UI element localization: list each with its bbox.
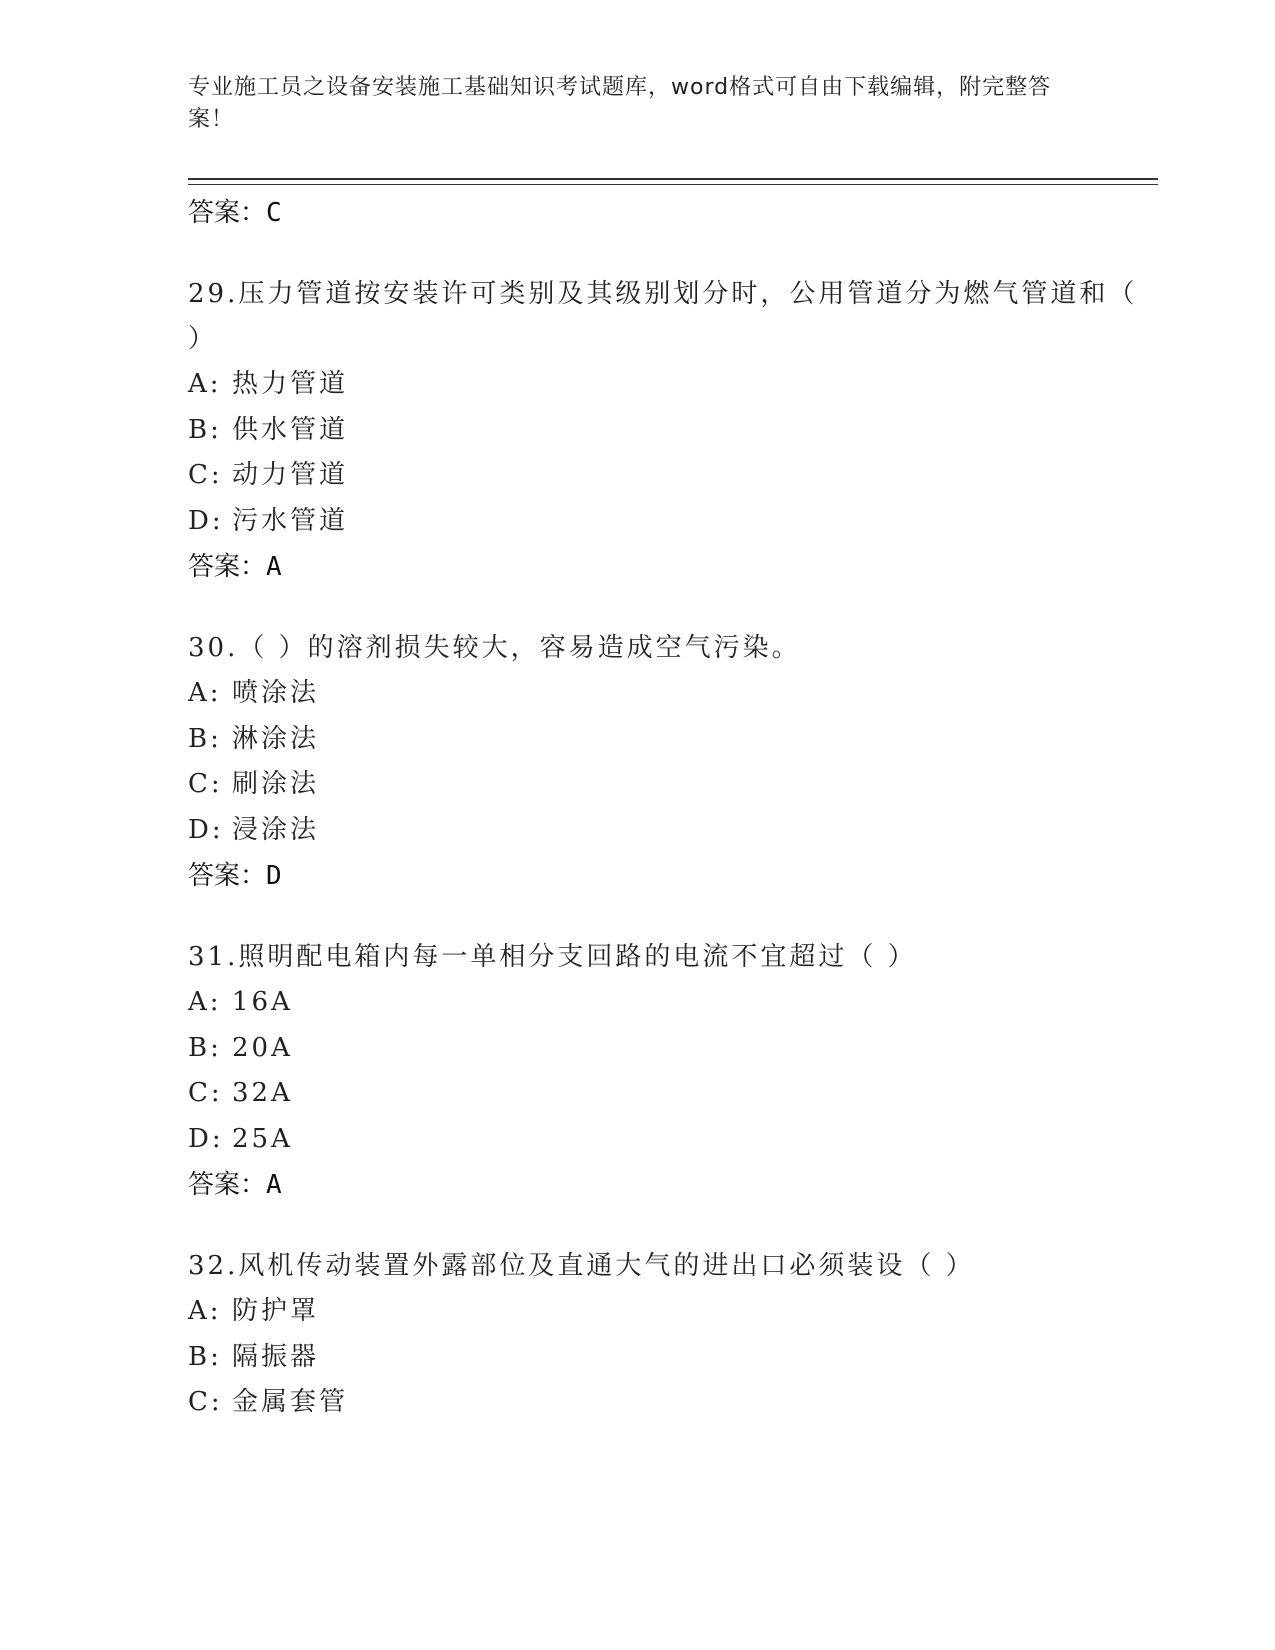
option-letter: D: xyxy=(188,1123,224,1154)
option-letter: C: xyxy=(188,769,223,799)
answer-label: 答案： xyxy=(188,1170,267,1200)
option-b xyxy=(188,717,1148,763)
option-letter: B: xyxy=(188,1032,222,1063)
option-text: 动力管道 xyxy=(232,460,349,490)
option-letter: D: xyxy=(188,814,224,845)
option-letter: A: xyxy=(188,987,222,1017)
document-header: 专业施工员之设备安装施工基础知识考试题库，word格式可自由下载编辑，附完整答案！ xyxy=(188,75,1052,132)
answer-label: 答案： xyxy=(188,861,267,891)
option-text: 防护罩 xyxy=(232,1296,320,1326)
answer-line xyxy=(188,190,1148,236)
answer-value: D xyxy=(266,861,282,891)
option-c xyxy=(188,762,1148,808)
option-text: 金属套管 xyxy=(232,1387,349,1417)
option-letter: D: xyxy=(188,505,224,536)
header-divider-thick xyxy=(188,178,1158,180)
question-30 xyxy=(188,626,1148,899)
option-c xyxy=(188,1071,1148,1117)
option-a xyxy=(188,980,1148,1026)
option-text: 浸涂法 xyxy=(232,814,320,845)
option-letter: C: xyxy=(188,1387,223,1417)
option-letter: B: xyxy=(188,1341,222,1372)
question-list xyxy=(188,190,1148,1426)
option-letter: C: xyxy=(188,1078,223,1108)
option-text: 供水管道 xyxy=(232,414,349,445)
question-32 xyxy=(188,1244,1148,1426)
answer-value: C xyxy=(266,198,282,228)
option-text: 32A xyxy=(232,1078,293,1108)
option-text: 16A xyxy=(232,987,293,1017)
option-letter: B: xyxy=(188,414,222,445)
option-text: 25A xyxy=(232,1123,293,1154)
option-c xyxy=(188,453,1148,499)
question-stem: 30.（ ）的溶剂损失较大，容易造成空气污染。 xyxy=(188,633,801,663)
option-a xyxy=(188,671,1148,717)
answer-label: 答案： xyxy=(188,552,267,582)
option-text: 热力管道 xyxy=(232,369,349,399)
option-d xyxy=(188,499,1148,545)
answer-line xyxy=(188,544,1148,590)
answer-line xyxy=(188,853,1148,899)
option-text: 20A xyxy=(232,1032,293,1063)
option-a xyxy=(188,1289,1148,1335)
option-letter: A: xyxy=(188,369,222,399)
option-b xyxy=(188,408,1148,454)
question-31 xyxy=(188,935,1148,1208)
option-b xyxy=(188,1026,1148,1072)
option-text: 喷涂法 xyxy=(232,678,320,708)
answer-line xyxy=(188,1162,1148,1208)
option-text: 污水管道 xyxy=(232,505,349,536)
answer-label: 答案： xyxy=(188,198,267,228)
option-a xyxy=(188,362,1148,408)
question-stem: 29.压力管道按安装许可类别及其级别划分时，公用管道分为燃气管道和（ ） xyxy=(188,279,1138,354)
question-stem: 31.照明配电箱内每一单相分支回路的电流不宜超过（ ） xyxy=(188,942,917,972)
option-letter: A: xyxy=(188,1296,222,1326)
option-d xyxy=(188,808,1148,854)
option-text: 刷涂法 xyxy=(232,769,320,799)
header-divider-thin xyxy=(188,184,1158,185)
question-stem: 32.风机传动装置外露部位及直通大气的进出口必须装设（ ） xyxy=(188,1251,975,1281)
option-text: 淋涂法 xyxy=(232,723,320,754)
option-letter: B: xyxy=(188,723,222,754)
option-b xyxy=(188,1335,1148,1381)
answer-value: A xyxy=(266,1170,282,1200)
option-c xyxy=(188,1380,1148,1426)
option-d xyxy=(188,1117,1148,1163)
question-29 xyxy=(188,272,1148,590)
option-letter: A: xyxy=(188,678,222,708)
option-text: 隔振器 xyxy=(232,1341,320,1372)
answer-value: A xyxy=(266,552,282,582)
option-letter: C: xyxy=(188,460,223,490)
